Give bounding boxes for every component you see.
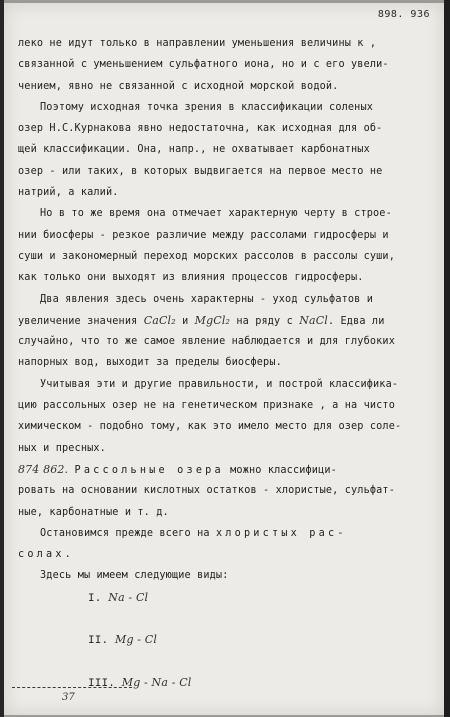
text-line: Два явления здесь очень характерны - уход сульфатов и [40, 293, 374, 305]
text-fragment: увеличение значения [18, 315, 138, 327]
text-line: Поэтому исходная точка зрения в классификации соленых [40, 101, 374, 113]
text-fragment: можно классифици- [230, 464, 337, 476]
handwritten-formula-mgcl2: MgCl₂ [194, 313, 231, 327]
handwritten-formula-cacl2: CaCl₂ [143, 313, 176, 327]
text-line-section [18, 459, 438, 480]
text-fragment: на ряду с [236, 315, 293, 327]
text-line: ные, карбонатные и т. д. [18, 506, 169, 518]
text-fragment: и [182, 315, 189, 327]
text-line: суши и закономерный переход морских рассолов в рассолы суши, [18, 250, 396, 262]
handwritten-formula-nacl: NaCl [299, 313, 328, 327]
text-line: солах. [18, 549, 75, 561]
text-line-with-formulas [18, 310, 438, 331]
formula-line [18, 672, 438, 693]
text-line: нии биосферы - резкое различие между рассолами гидросферы и [18, 229, 389, 241]
section-number: 874 862. [18, 462, 69, 476]
text-line: Здесь мы имеем следующие виды: [40, 570, 229, 582]
body-text [18, 33, 438, 693]
typed-page [4, 3, 444, 715]
text-line: Учитывая эти и другие правильности, и построй классифика- [40, 378, 399, 390]
handwritten-formula: Mg - Na - Cl [121, 675, 192, 689]
text-line-with-spaced [18, 523, 438, 544]
formula-line [18, 587, 438, 608]
text-line: связанной с уменьшением сульфатного иона, но и с его увели- [18, 59, 389, 71]
text-fragment: . Едва ли [327, 315, 385, 327]
text-line: натрий, а калий. [18, 187, 119, 199]
formula-line [18, 629, 438, 650]
text-line: цию рассольных озер не на генетическом признаке , а на чисто [18, 400, 396, 412]
text-line: щей классификации. Она, напр., не охватывает карбонатных [18, 144, 370, 156]
text-line: ных и пресных. [18, 442, 106, 454]
scan-edge-right [444, 0, 450, 717]
text-line: случайно, что то же самое явление наблюдается и для глубоких [18, 336, 396, 348]
footnote-number: 37 [62, 692, 75, 703]
formula-number: III. [88, 677, 116, 690]
text-line: напорных вод, выходит за пределы биосферы. [18, 357, 282, 369]
text-line: озер - или таких, в которых выдвигается на первое место не [18, 165, 383, 177]
formula-number: II. [88, 635, 109, 648]
blank-line [18, 651, 438, 672]
formula-number: I. [88, 592, 102, 605]
page-number [378, 9, 430, 20]
page-number-typed: 898. 936 [377, 9, 430, 20]
text-line: как только они выходят из влияния процессов гидросферы. [18, 272, 364, 284]
text-line: Но в то же время она отмечает характерную черту в строе- [40, 208, 392, 220]
text-line: чением, явно не связанной с исходной морской водой. [18, 80, 339, 92]
footnote-rule [12, 687, 132, 688]
text-line: химическом - подобно тому, как это имело место для озер соле- [18, 421, 402, 433]
spaced-emphasis: хлористых рас- [215, 527, 347, 539]
section-heading: Рассольные озера [74, 464, 224, 476]
text-fragment: Остановимся прежде всего на [40, 527, 210, 539]
handwritten-formula: Na - Cl [108, 590, 149, 604]
blank-line [18, 608, 438, 629]
text-line: озер Н.С.Курнакова явно недостаточна, как исходная для об- [18, 123, 383, 135]
text-line: леко не идут только в направлении уменьшения величины к , [18, 38, 377, 49]
text-line: ровать на основании кислотных остатков - хлористые, сульфат- [18, 485, 396, 497]
handwritten-formula: Mg - Cl [115, 633, 158, 647]
